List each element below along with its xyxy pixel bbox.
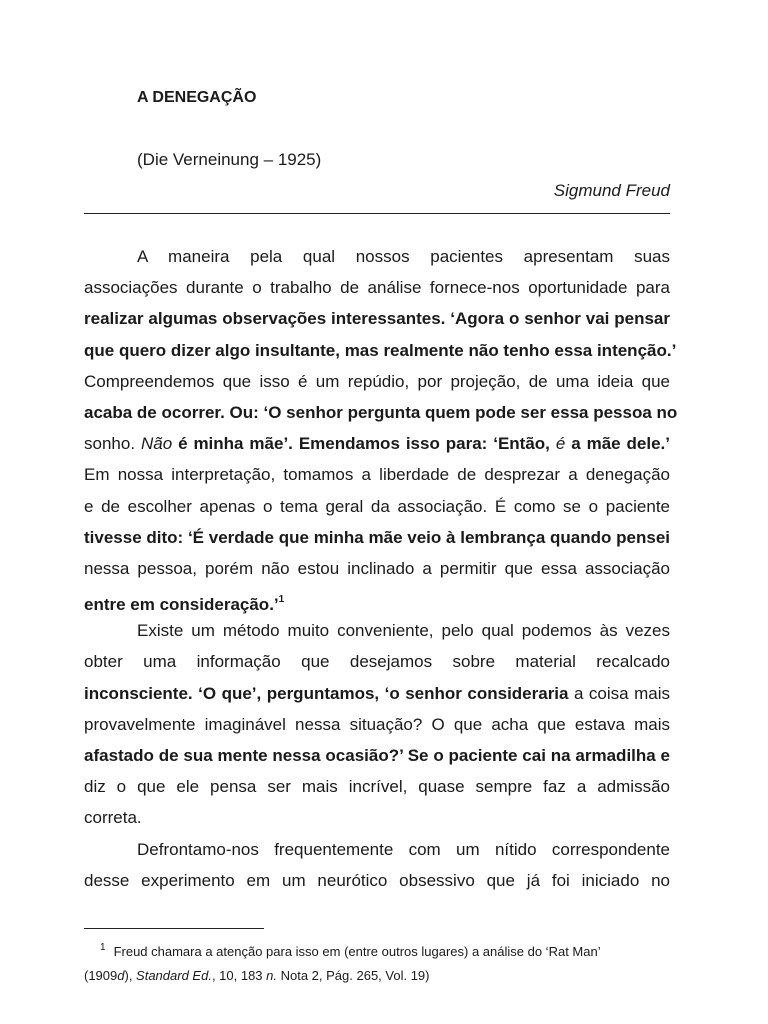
paragraph-2-line-5: afastado de sua mente nessa ocasião?’ Se o paciente cai na armadilha e [84, 746, 670, 765]
line-7-text-c: é minha mãe’. Emendamos isso para: ‘Então, [172, 434, 556, 454]
line-7-text-d: é [555, 434, 566, 454]
paragraph-2-line-2: obter uma informação que desejamos sobre material recalcado [84, 652, 670, 672]
footnote-divider [84, 928, 264, 929]
paragraph-1-line-2: associações durante o trabalho de análise fornece-nos oportunidade para [84, 278, 670, 298]
line-7-text-b: Não [140, 434, 173, 454]
line-3-text-b: a coisa mais [568, 683, 671, 703]
line-7-text-a: sonho. [84, 434, 141, 454]
author-name: Sigmund Freud [553, 181, 670, 200]
paragraph-2-line-4: provavelmente imaginável nessa situação? O que acha que estava mais [84, 714, 670, 734]
footnote-text-2e: , 10, 183 [211, 968, 267, 983]
paragraph-1-line-4: que quero dizer algo insultante, mas realmente não tenho essa intenção.’ [84, 340, 677, 360]
footnote-text-2f: n. [266, 968, 277, 983]
document-title: A DENEGAÇÃO [137, 89, 257, 106]
paragraph-2-line-7: correta. [84, 808, 142, 828]
footnote-text-2b: d [117, 968, 125, 983]
paragraph-1-line-9: e de escolher apenas o tema geral da associação. É como se o paciente [84, 496, 670, 516]
paragraph-1-line-6: acaba de ocorrer. Ou: ‘O senhor pergunta quem pode ser essa pessoa no [84, 402, 678, 422]
footnote [84, 934, 670, 990]
paragraph-2-line-3 [84, 678, 670, 709]
paragraph-2-line-6: diz o que ele pensa ser mais incrível, quase sempre faz a admissão [84, 777, 670, 797]
paragraph-1-line-3: realizar algumas observações interessantes. ‘Agora o senhor vai pensar [84, 309, 670, 329]
paragraph-1-line-8: Em nossa interpretação, tomamos a liberdade de desprezar a denegação [84, 465, 670, 485]
paragraph-1-line-11: nessa pessoa, porém não estou inclinado a permitir que essa associação [84, 558, 670, 578]
paragraph-1-line-1: A maneira pela qual nossos pacientes apresentam suas [137, 247, 670, 266]
footnote-line-2 [84, 962, 670, 990]
document-subtitle: (Die Verneinung – 1925) [137, 150, 322, 169]
paragraph-3-line-2: desse experimento em um neurótico obsessivo que já foi iniciado no [84, 870, 670, 890]
line-3-text-a: inconsciente. ‘O que’, perguntamos, ‘o senhor consideraria [84, 683, 569, 703]
footnote-text-2d: Standard Ed. [136, 968, 212, 983]
footnote-number: 1 [100, 942, 106, 953]
paragraph-3-line-1: Defrontamo-nos frequentemente com um nítido correspondente [137, 839, 670, 859]
paragraph-1-line-5: Compreendemos que isso é um repúdio, por projeção, de uma ideia que [84, 371, 670, 391]
footnote-text-2g: Nota 2, Pág. 265, Vol. 19) [277, 968, 430, 983]
line-12-text: entre em consideração.’ [84, 595, 279, 615]
paragraph-1-line-12 [84, 584, 670, 615]
paragraph-1-line-10: tivesse dito: ‘É verdade que minha mãe veio à lembrança quando pensei [84, 527, 670, 547]
header-divider [84, 213, 670, 214]
body-text [84, 241, 678, 896]
footnote-line-1 [84, 934, 670, 962]
line-7-text-e: a mãe dele.’ [565, 434, 670, 454]
paragraph-1-line-7 [84, 428, 670, 459]
footnote-text-2a: (1909 [84, 968, 118, 983]
footnote-text-1: Freud chamara a atenção para isso em (entre outros lugares) a análise do ‘Rat Man’ [113, 944, 601, 959]
footnote-reference[interactable]: 1 [278, 594, 285, 606]
paragraph-2-line-1: Existe um método muito conveniente, pelo qual podemos às vezes [137, 621, 670, 641]
footnote-text-2c: ), [124, 968, 137, 983]
